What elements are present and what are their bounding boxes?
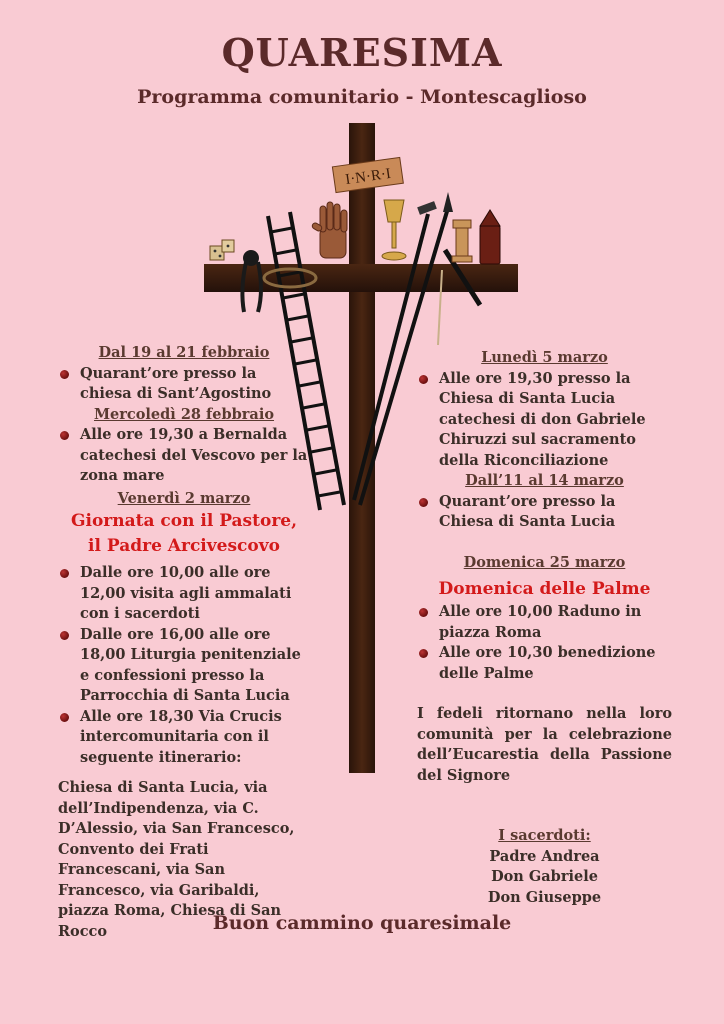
event-item: Alle ore 18,30 Via Crucis intercomunitaria con il seguente itinerario: — [58, 707, 310, 769]
date-heading: Mercoledì 28 febbraio — [93, 405, 275, 423]
date-heading: Dall’11 al 14 marzo — [465, 472, 624, 489]
dice-icon — [210, 240, 234, 260]
event-item: Alle ore 19,30 presso la Chiesa di Santa Lucia catechesi di don Gabriele Chiruzzi sul sacramento della Riconciliazione — [417, 369, 672, 472]
event-item: Dalle ore 10,00 alle ore 12,00 visita agli ammalati con i sacerdoti — [58, 563, 310, 625]
lantern-icon — [480, 210, 500, 264]
date-heading: Domenica 25 marzo — [463, 553, 626, 571]
highlight-line: Domenica delle Palme — [438, 579, 651, 599]
priest-name: Don Giuseppe — [487, 888, 602, 906]
chalice-icon — [382, 200, 406, 260]
priest-name: Padre Andrea — [489, 847, 600, 865]
tower-icon — [452, 220, 472, 262]
event-item: Alle ore 10,30 benedizione delle Palme — [417, 643, 672, 684]
inri-plate — [332, 157, 403, 192]
hand-icon — [311, 202, 347, 258]
event-item: Quarant’ore presso la Chiesa di Santa Lucia — [417, 492, 672, 533]
left-column — [58, 343, 310, 942]
page-subtitle: Programma comunitario - Montescaglioso — [137, 86, 587, 108]
page-title: QUARESIMA — [221, 30, 503, 75]
date-heading: Lunedì 5 marzo — [481, 349, 608, 366]
cross-vertical-beam — [349, 123, 375, 773]
highlight-line: il Padre Arcivescovo — [88, 536, 280, 556]
date-heading: Dal 19 al 21 febbraio — [98, 344, 270, 361]
date-heading: Venerdì 2 marzo — [117, 489, 251, 507]
priests-block — [417, 826, 672, 908]
route-text: Chiesa di Santa Lucia, via dell’Indipendenza, via C. D’Alessio, via San Francesco, Convento dei Frati Francescani, via San Francesco, via Garibaldi, piazza Roma, Chiesa di San Rocco — [58, 779, 295, 940]
closing-greeting: Buon cammino quaresimale — [212, 912, 512, 934]
highlight-line: Giornata con il Pastore, — [70, 511, 298, 531]
priest-name: Don Gabriele — [491, 868, 598, 885]
closing-note: I fedeli ritornano nella loro comunità per la celebrazione dell’Eucarestia della Passione del Signore — [417, 705, 672, 784]
event-item: Dalle ore 16,00 alle ore 18,00 Liturgia penitenziale e confessioni presso la Parrocchia di Santa Lucia — [58, 625, 310, 707]
hammer-icon — [417, 201, 437, 215]
inri-text: I·N·R·I — [344, 165, 392, 189]
priests-heading: I sacerdoti: — [498, 827, 591, 844]
event-item: Alle ore 19,30 a Bernalda catechesi del Vescovo per la zona mare — [58, 425, 310, 487]
right-column — [417, 348, 672, 908]
spear-tip-icon — [443, 192, 453, 212]
event-item: Alle ore 10,00 Raduno in piazza Roma — [417, 602, 672, 643]
event-item: Quarant’ore presso la chiesa di Sant’Agostino — [58, 364, 310, 405]
